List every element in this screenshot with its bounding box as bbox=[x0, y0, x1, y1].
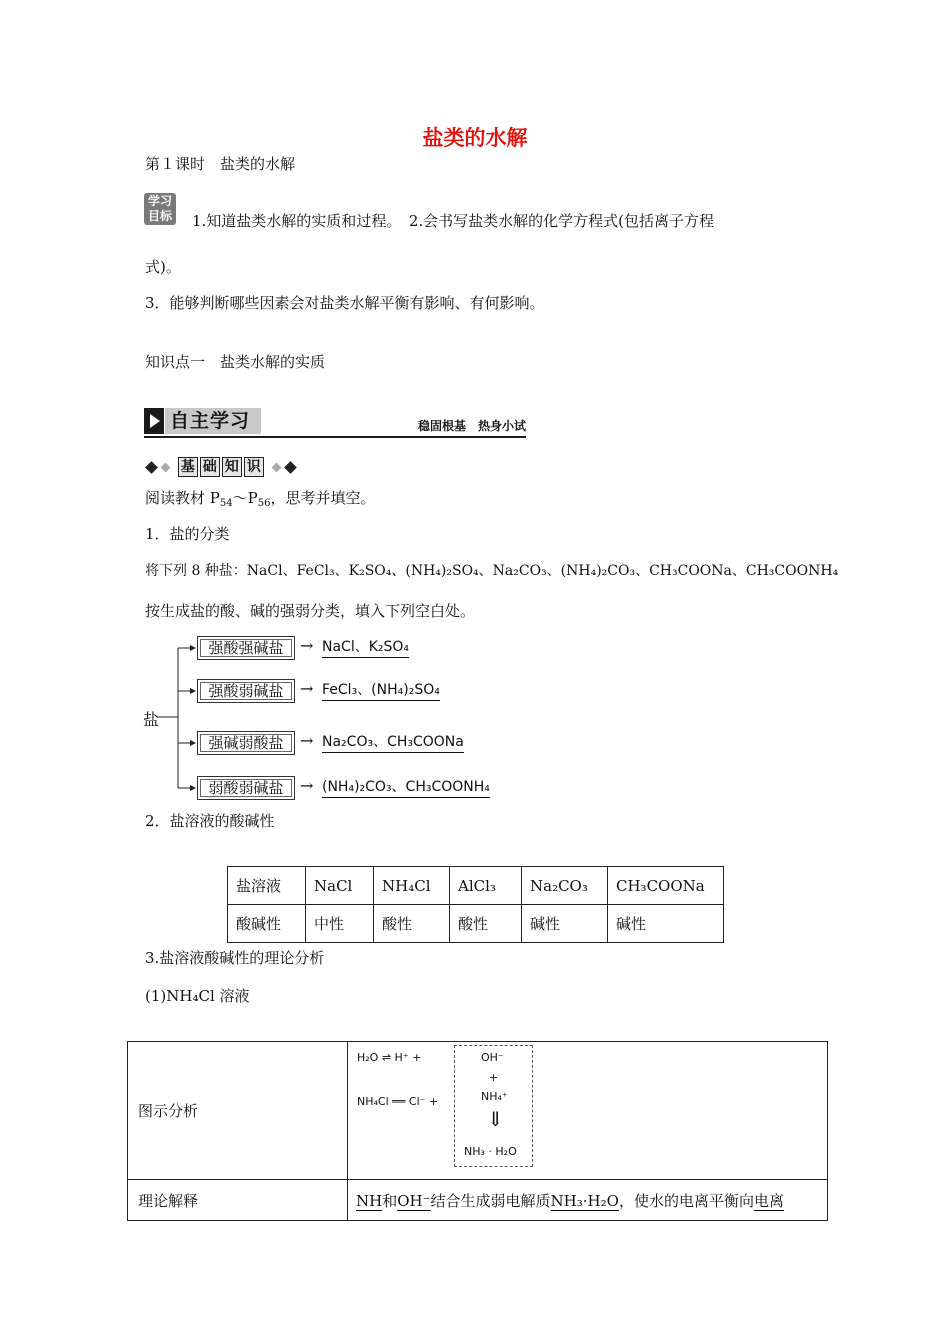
objective-line-2: 式)。 bbox=[145, 258, 181, 276]
table-cell: 盐溶液 bbox=[228, 867, 306, 905]
ionization-diagram-cell bbox=[348, 1042, 828, 1180]
answer-strong-acid-strong-base: NaCl、K₂SO₄ bbox=[322, 636, 409, 658]
blank-answer: NH bbox=[356, 1191, 383, 1210]
basic-knowledge-char: 知 bbox=[222, 457, 242, 477]
blank-answer: OH⁻ bbox=[397, 1191, 431, 1210]
reading-prefix: 阅读教材 P bbox=[145, 489, 220, 507]
water-ionization: H₂O ⇌ H⁺ + bbox=[357, 1051, 422, 1064]
table-cell: 图示分析 bbox=[128, 1042, 348, 1180]
diamond-icon bbox=[271, 462, 281, 472]
table-cell: AlCl₃ bbox=[450, 867, 522, 905]
banner-label: 自主学习 bbox=[165, 408, 261, 434]
nh4cl-analysis-table bbox=[127, 1041, 828, 1221]
category-strong-acid-strong-base: 强酸强碱盐 bbox=[197, 636, 295, 660]
category-weak-acid-weak-base: 弱酸弱碱盐 bbox=[197, 776, 295, 800]
category-strong-acid-weak-base: 强酸弱碱盐 bbox=[197, 679, 295, 703]
diamond-icon bbox=[161, 462, 171, 472]
explanation-cell bbox=[348, 1180, 828, 1221]
play-icon bbox=[144, 408, 164, 434]
arrow-icon: → bbox=[300, 679, 314, 698]
objective-line-1: 1.知道盐类水解的实质和过程。 2.会书写盐类水解的化学方程式(包括离子方程 bbox=[192, 212, 714, 230]
category-strong-base-weak-acid: 强碱弱酸盐 bbox=[197, 731, 295, 755]
page-end: 56 bbox=[257, 498, 271, 509]
basic-knowledge-char: 识 bbox=[244, 457, 264, 477]
basic-knowledge-char: 础 bbox=[200, 457, 220, 477]
section-1-heading: 1．盐的分类 bbox=[145, 525, 230, 543]
arrow-icon: → bbox=[300, 636, 314, 655]
explanation-text: 结合生成弱电解质 bbox=[430, 1191, 551, 1210]
ammonium-ion: NH₄⁺ bbox=[481, 1090, 508, 1103]
section-3-heading: 3.盐溶液酸碱性的理论分析 bbox=[145, 949, 325, 967]
answer-weak-acid-weak-base: (NH₄)₂CO₃、CH₃COONH₄ bbox=[322, 776, 490, 798]
badge-line-2: 目标 bbox=[147, 209, 172, 223]
section-3-subheading: (1)NH₄Cl 溶液 bbox=[145, 987, 250, 1005]
table-cell: 酸性 bbox=[374, 905, 450, 943]
table-cell: CH₃COONa bbox=[608, 867, 724, 905]
plus-sign: + bbox=[489, 1071, 499, 1084]
section-2-heading: 2．盐溶液的酸碱性 bbox=[145, 812, 275, 830]
salt-acidity-table bbox=[227, 866, 724, 943]
classification-instruction: 按生成盐的酸、碱的强弱分类，填入下列空白处。 bbox=[145, 602, 476, 620]
down-arrow-icon: ⇓ bbox=[487, 1107, 504, 1131]
page-title: 盐类的水解 bbox=[422, 126, 528, 150]
basic-knowledge-header bbox=[144, 457, 298, 479]
arrow-icon: → bbox=[300, 731, 314, 750]
table-cell: 中性 bbox=[306, 905, 374, 943]
table-cell: NaCl bbox=[306, 867, 374, 905]
table-cell: Na₂CO₃ bbox=[522, 867, 608, 905]
table-cell: 酸碱性 bbox=[228, 905, 306, 943]
hydroxide-ion: OH⁻ bbox=[481, 1051, 504, 1064]
table-cell: 酸性 bbox=[450, 905, 522, 943]
ionization-diagram bbox=[349, 1043, 826, 1178]
objective-line-3: 3．能够判断哪些因素会对盐类水解平衡有影响、有何影响。 bbox=[145, 294, 545, 312]
blank-answer: NH₃·H₂O bbox=[550, 1191, 619, 1210]
diamond-icon bbox=[145, 461, 158, 474]
badge-line-1: 学习 bbox=[147, 194, 172, 208]
self-study-banner bbox=[144, 408, 526, 438]
ammonia-hydrate: NH₃ · H₂O bbox=[464, 1145, 517, 1158]
reading-suffix: ，思考并填空。 bbox=[270, 489, 376, 507]
arrow-icon: → bbox=[300, 776, 314, 795]
learning-objectives-badge bbox=[144, 193, 176, 225]
page-start: 54 bbox=[219, 498, 233, 509]
banner-rule bbox=[144, 436, 526, 438]
explanation-text: ，使水的电离平衡向 bbox=[618, 1191, 754, 1210]
explanation-text: 和 bbox=[382, 1191, 398, 1210]
knowledge-point-heading: 知识点一 盐类水解的实质 bbox=[145, 353, 326, 371]
answer-strong-base-weak-acid: Na₂CO₃、CH₃COONa bbox=[322, 731, 464, 753]
reading-mid: ～P bbox=[232, 489, 258, 507]
reading-instruction bbox=[145, 487, 375, 508]
table-cell: NH₄Cl bbox=[374, 867, 450, 905]
salt-ionization: NH₄Cl ══ Cl⁻ + bbox=[357, 1095, 439, 1108]
table-row bbox=[228, 867, 724, 905]
table-row bbox=[128, 1180, 828, 1221]
table-cell: 碱性 bbox=[608, 905, 724, 943]
table-cell: 理论解释 bbox=[128, 1180, 348, 1221]
salt-root-label: 盐 bbox=[143, 710, 160, 729]
blank-answer: 电离 bbox=[753, 1191, 784, 1210]
table-row bbox=[228, 905, 724, 943]
answer-strong-acid-weak-base: FeCl₃、(NH₄)₂SO₄ bbox=[322, 679, 440, 701]
banner-subtitle: 稳固根基 热身小试 bbox=[417, 419, 526, 433]
diamond-icon bbox=[284, 461, 297, 474]
lesson-title: 第１课时 盐类的水解 bbox=[145, 155, 296, 173]
basic-knowledge-char: 基 bbox=[178, 457, 198, 477]
table-row bbox=[128, 1042, 828, 1180]
table-cell: 碱性 bbox=[522, 905, 608, 943]
salt-list: 将下列 8 种盐：NaCl、FeCl₃、K₂SO₄、(NH₄)₂SO₄、Na₂CO₃、(NH₄)₂CO₃、CH₃COONa、CH₃COONH₄ bbox=[145, 563, 839, 579]
